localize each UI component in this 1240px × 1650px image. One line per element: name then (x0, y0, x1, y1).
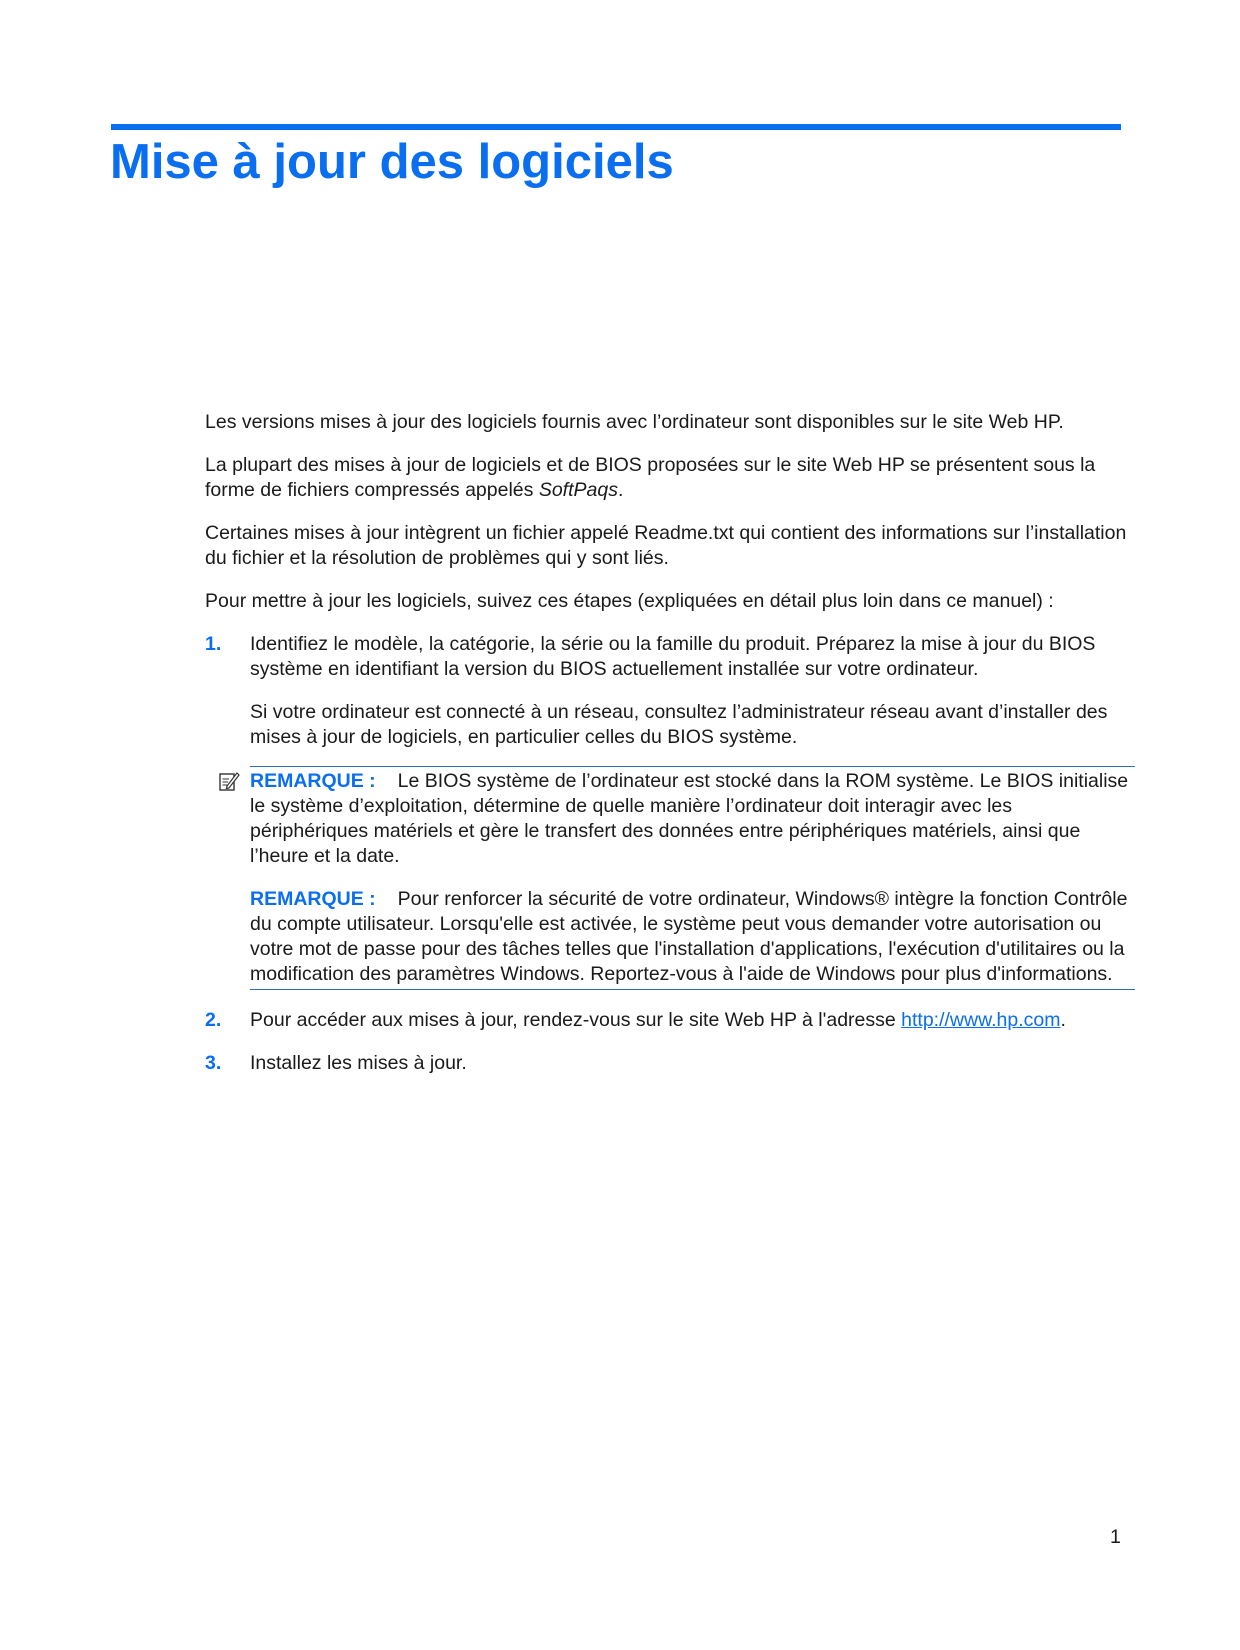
softpaqs-suffix: . (617, 479, 624, 501)
step-3 (205, 1051, 1135, 1076)
intro-paragraph-2 (205, 453, 1135, 503)
main-content (205, 410, 1135, 1094)
softpaqs-term: SoftPaqs (538, 479, 618, 501)
step-number: 2. (205, 1009, 222, 1031)
intro-paragraph-2-text: La plupart des mises à jour de logiciels et de BIOS proposées sur le site Web HP se présentent sous la forme de fichiers compressés appelés (205, 454, 1096, 501)
note-1 (250, 769, 1135, 869)
note-label: REMARQUE : (250, 770, 376, 792)
page-title: Mise à jour des logiciels (110, 135, 674, 189)
note-container (205, 766, 1135, 990)
step-2 (205, 1008, 1135, 1033)
note-label: REMARQUE : (250, 888, 376, 910)
step-2-text-after: . (1060, 1009, 1066, 1031)
steps-list-continued (205, 1008, 1135, 1076)
hp-website-link[interactable]: http://www.hp.com (901, 1009, 1061, 1031)
steps-list (205, 632, 1135, 750)
step-1 (205, 632, 1135, 750)
step-number: 3. (205, 1052, 222, 1074)
note-2-text: Pour renforcer la sécurité de votre ordinateur, Windows® intègre la fonction Contrôle du compte utilisateur. Lorsqu'elle est activée, le système peut vous demander votre autorisation ou votre mot de passe pour des tâches telles que l'installation d'applications, l'exécution d'utilitaires ou la modification des paramètres Windows. Reportez-vous à l'aide de Windows pour plus d'informations. (250, 888, 1128, 985)
step-1-paragraph-2: Si votre ordinateur est connecté à un réseau, consultez l’administrateur réseau avant d’installer des mises à jour de logiciels, en particulier celles du BIOS système. (250, 701, 1108, 748)
note-pencil-icon (218, 770, 240, 792)
note-1-text: Le BIOS système de l’ordinateur est stocké dans la ROM système. Le BIOS initialise le système d’exploitation, détermine de quelle manière l’ordinateur doit interagir avec les périphériques matériels et gère le transfert des données entre périphériques matériels, ainsi que l’heure et la date. (250, 770, 1129, 867)
note-box (250, 766, 1135, 990)
step-number: 1. (205, 633, 222, 655)
intro-paragraph-3: Certaines mises à jour intègrent un fichier appelé Readme.txt qui contient des informations sur l’installation du fichier et la résolution de problèmes qui y sont liés. (205, 522, 1127, 569)
step-1-paragraph-1: Identifiez le modèle, la catégorie, la série ou la famille du produit. Préparez la mise à jour du BIOS système en identifiant la version du BIOS actuellement installée sur votre ordinateur. (250, 633, 1096, 680)
note-2 (250, 887, 1135, 987)
intro-paragraph-4: Pour mettre à jour les logiciels, suivez ces étapes (expliquées en détail plus loin dans ce manuel) : (205, 590, 1054, 612)
step-2-text-before: Pour accéder aux mises à jour, rendez-vous sur le site Web HP à l'adresse (250, 1009, 902, 1031)
title-rule (111, 124, 1121, 130)
intro-paragraph-1: Les versions mises à jour des logiciels fournis avec l’ordinateur sont disponibles sur le site Web HP. (205, 411, 1064, 433)
page-number: 1 (1110, 1526, 1121, 1548)
step-3-text: Installez les mises à jour. (250, 1052, 467, 1074)
step-2-text (250, 1008, 1135, 1033)
